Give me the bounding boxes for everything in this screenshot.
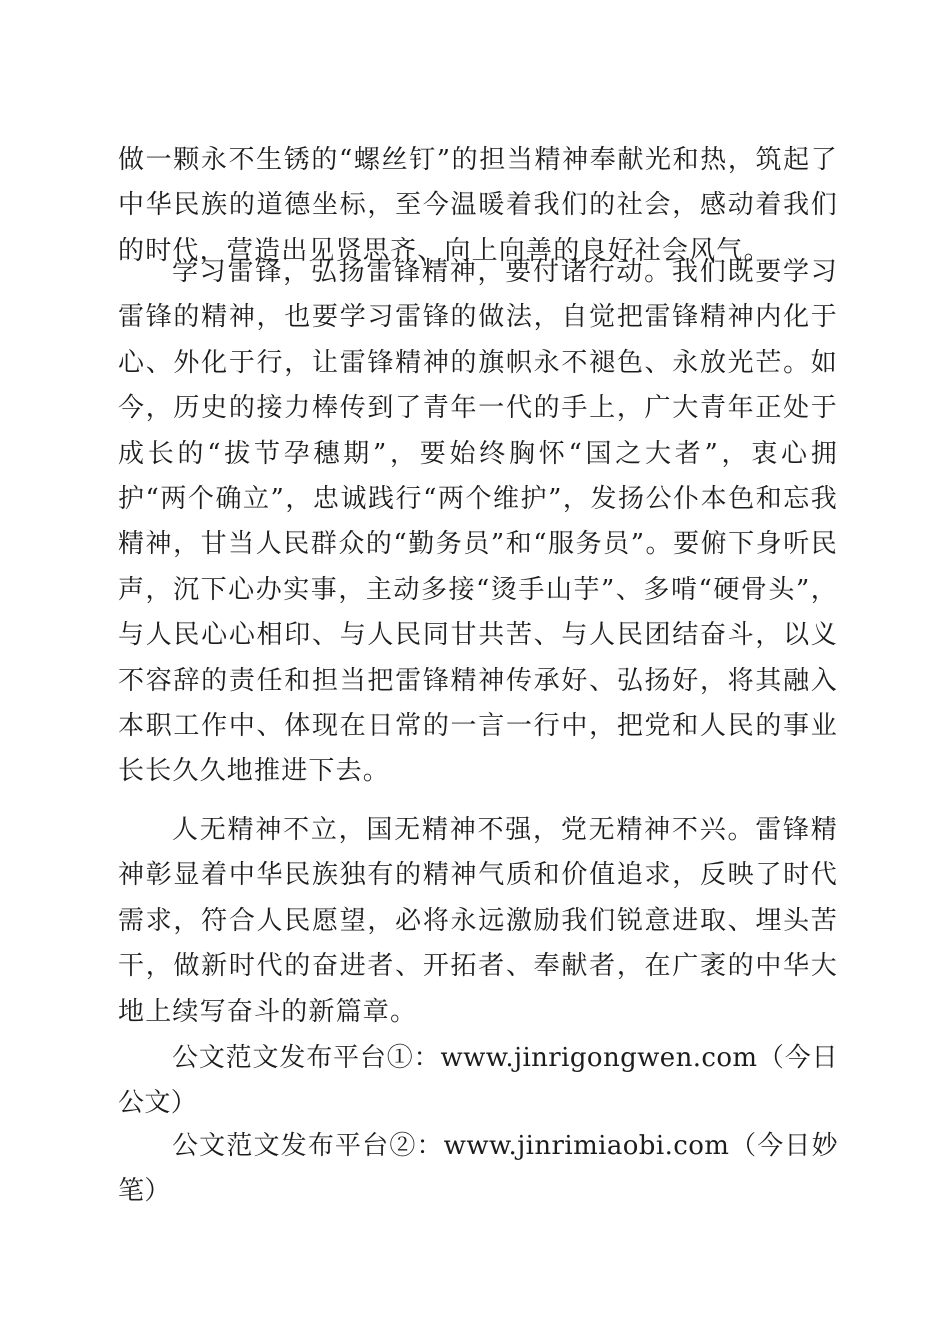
platform-label: 公文范文发布平台①： — [172, 1043, 441, 1073]
platform-label: 公文范文发布平台②： — [172, 1131, 444, 1161]
platform-url[interactable]: www.jinrimiaobi.com — [443, 1131, 730, 1161]
paragraph-action — [118, 250, 838, 795]
platform-text — [118, 1124, 838, 1215]
platform-note: （今日公文） — [118, 1043, 838, 1119]
paragraph-text: 人无精神不立，国无精神不强，党无精神不兴。雷锋精神彰显着中华民族独有的精神气质和价值追求，反映了时代需求，符合人民愿望，必将永远激励我们锐意进取、埋头苦干，做新时代的奋进者、开拓者、奉献者，在广袤的中华大地上续写奋斗的新篇章。 — [118, 815, 838, 1027]
platform-line-1 — [118, 1036, 838, 1127]
platform-note: （今日妙笔） — [118, 1131, 838, 1207]
paragraph-text: 学习雷锋，弘扬雷锋精神，要付诸行动。我们既要学习雷锋的精神，也要学习雷锋的做法，自觉把雷锋精神内化于心、外化于行，让雷锋精神的旗帜永不褪色、永放光芒。如今，历史的接力棒传到了青年一代的手上，广大青年正处于成长的“拔节孕穗期”，要始终胸怀“国之大者”，衷心拥护“两个确立”，忠诚践行“两个维护”，发扬公仆本色和忘我精神，甘当人民群众的“勤务员”和“服务员”。要俯下身听民声，沉下心办实事，主动多接“烫手山芋”、多啃“硬骨头”，与人民心心相印、与人民同甘共苦、与人民团结奋斗，以义不容辞的责任和担当把雷锋精神传承好、弘扬好，将其融入本职工作中、体现在日常的一言一行中，把党和人民的事业长长久久地推进下去。 — [118, 257, 838, 787]
platform-url[interactable]: www.jinrigongwen.com — [440, 1043, 758, 1073]
paragraph-conclusion — [118, 808, 838, 1035]
platform-line-2 — [118, 1124, 838, 1215]
platform-text — [118, 1036, 838, 1127]
paragraph-text: 做一颗永不生锈的“螺丝钉”的担当精神奉献光和热，筑起了中华民族的道德坐标，至今温暖着我们的社会，感动着我们的时代，营造出见贤思齐、向上向善的良好社会风气。 — [118, 145, 838, 266]
